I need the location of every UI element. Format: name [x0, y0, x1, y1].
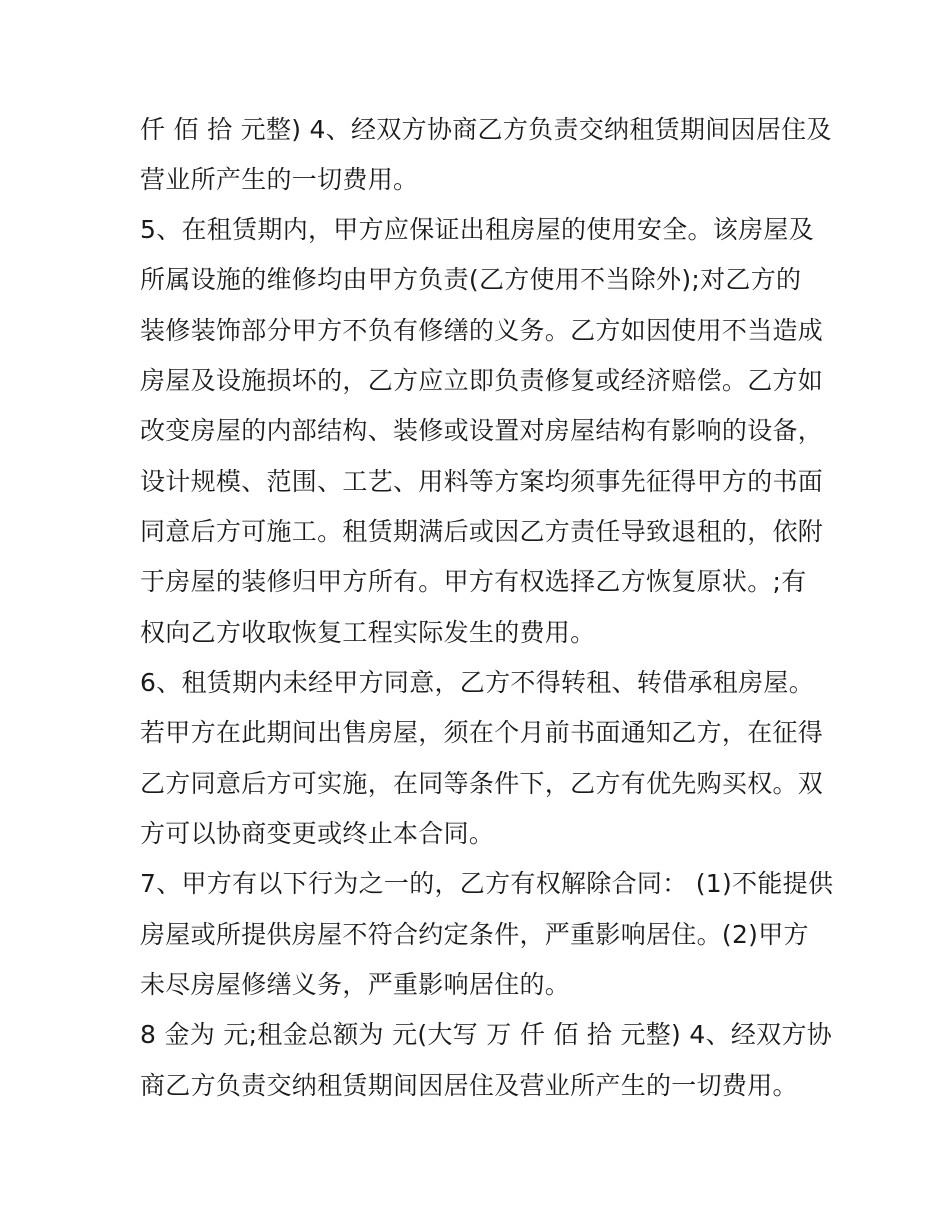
text-line: 装修装饰部分甲方不负有修缮的义务。乙方如因使用不当造成 [140, 316, 824, 345]
text-line: 改变房屋的内部结构、装修或设置对房屋结构有影响的设备， [140, 416, 824, 445]
text-line: 5、在租赁期内，甲方应保证出租房屋的使用安全。该房屋及 [140, 215, 815, 244]
text-line: 乙方同意后方可实施，在同等条件下，乙方有优先购买权。双 [140, 769, 824, 798]
text-line: 未尽房屋修缮义务，严重影响居住的。 [140, 970, 571, 999]
text-line: 房屋及设施损坏的，乙方应立即负责修复或经济赔偿。乙方如 [140, 366, 824, 395]
text-line: 房屋或所提供房屋不符合约定条件，严重影响居住。(2)甲方 [140, 920, 809, 949]
text-line: 所属设施的维修均由甲方负责(乙方使用不当除外);对乙方的 [140, 265, 802, 294]
text-line: 仟 佰 拾 元整) 4、经双方协商乙方负责交纳租赁期间因居住及 [140, 115, 832, 144]
text-line: 8 金为 元;租金总额为 元(大写 万 仟 佰 拾 元整) 4、经双方协 [140, 1020, 833, 1049]
text-line: 方可以协商变更或终止本合同。 [140, 819, 495, 848]
text-line: 6、租赁期内未经甲方同意，乙方不得转租、转借承租房屋。 [140, 668, 815, 697]
text-line: 商乙方负责交纳租赁期间因居住及营业所产生的一切费用。 [140, 1071, 798, 1100]
text-line: 于房屋的装修归甲方所有。甲方有权选择乙方恢复原状。;有 [140, 567, 807, 596]
text-line: 设计规模、范围、工艺、用料等方案均须事先征得甲方的书面 [140, 467, 824, 496]
text-line: 权向乙方收取恢复工程实际发生的费用。 [140, 618, 596, 647]
text-line: 若甲方在此期间出售房屋，须在个月前书面通知乙方，在征得 [140, 718, 824, 747]
text-line: 7、甲方有以下行为之一的，乙方有权解除合同： (1)不能提供 [140, 869, 834, 898]
text-line: 营业所产生的一切费用。 [140, 165, 419, 194]
text-line: 同意后方可施工。租赁期满后或因乙方责任导致退租的，依附 [140, 517, 824, 546]
